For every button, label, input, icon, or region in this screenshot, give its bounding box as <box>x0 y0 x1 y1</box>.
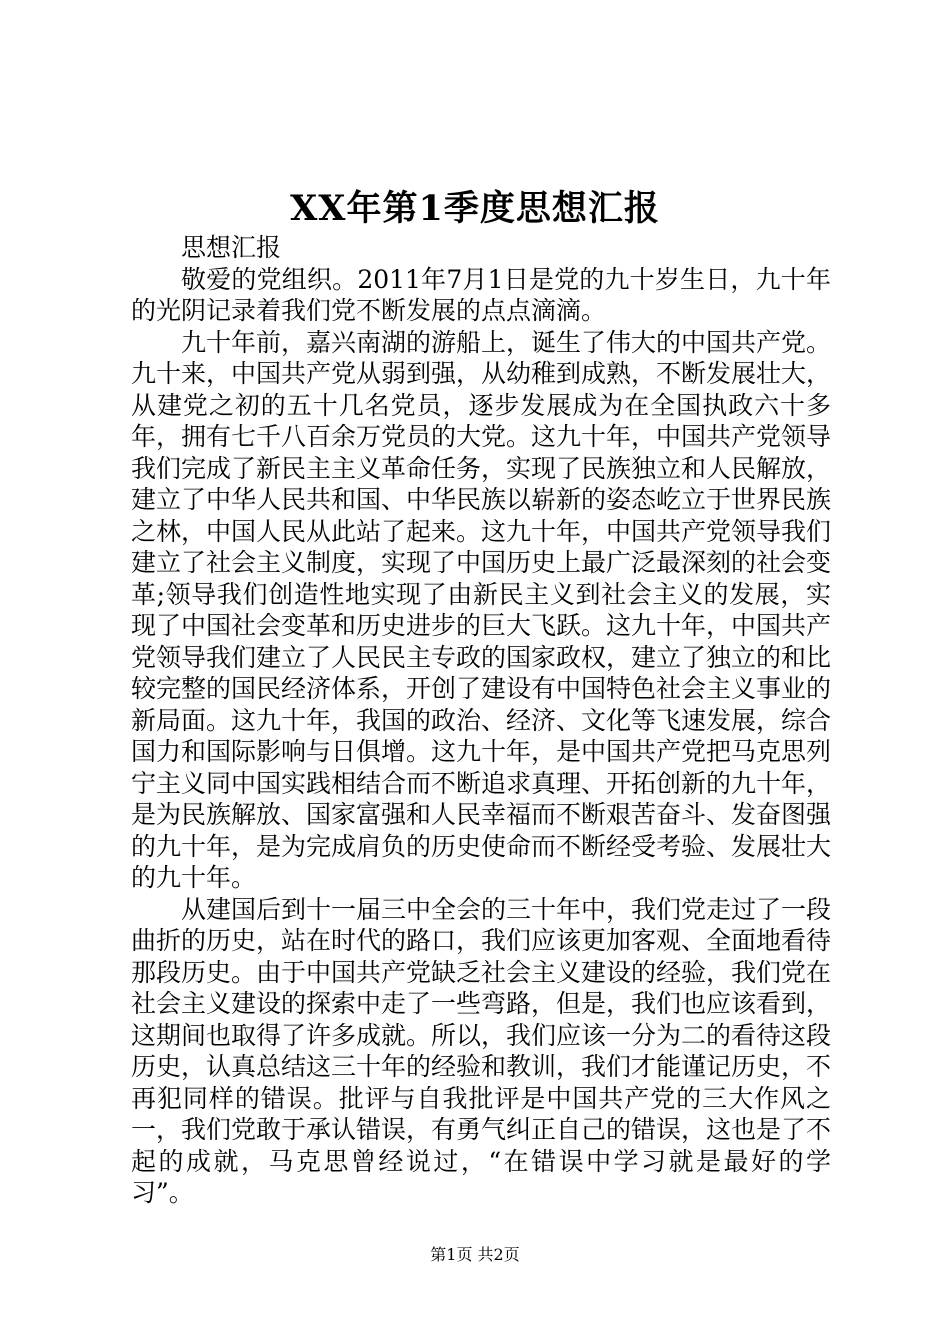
paragraph: 从建国后到十一届三中全会的三十年中，我们党走过了一段曲折的历史，站在时代的路口，我们应该更加客观、全面地看待那段历史。由于中国共产党缺乏社会主义建设的经验，我们党在社会主义建设的探索中走了一些弯路，但是，我们也应该看到，这期间也取得了许多成就。所以，我们应该一分为二的看待这段历史，认真总结这三十年的经验和教训，我们才能谨记历史，不再犯同样的错误。批评与自我批评是中国共产党的三大作风之一，我们党敢于承认错误，有勇气纠正自己的错误，这也是了不起的成就，马克思曾经说过，“在错误中学习就是最好的学习”。 <box>131 894 832 1207</box>
paragraph: 敬爱的党组织。2011年7月1日是党的九十岁生日，九十年的光阴记录着我们党不断发展的点点滴滴。 <box>131 264 831 325</box>
page-footer: 第1页 共2页 <box>430 1245 520 1264</box>
paragraph-heading: 思想汇报 <box>181 233 282 262</box>
document-title: XX年第1季度思想汇报 <box>290 188 660 229</box>
document-body <box>131 232 831 1209</box>
paragraph: 九十年前，嘉兴南湖的游船上，诞生了伟大的中国共产党。九十来，中国共产党从弱到强，从幼稚到成熟，不断发展壮大，从建党之初的五十几名党员，逐步发展成为在全国执政六十多年，拥有七千八百余万党员的大党。这九十年，中国共产党领导我们完成了新民主主义革命任务，实现了民族独立和人民解放，建立了中华人民共和国、中华民族以崭新的姿态屹立于世界民族之林，中国人民从此站了起来。这九十年，中国共产党领导我们建立了社会主义制度，实现了中国历史上最广泛最深刻的社会变革;领导我们创造性地实现了由新民主义到社会主义的发展，实现了中国社会变革和历史进步的巨大飞跃。这九十年，中国共产党领导我们建立了人民民主专政的国家政权，建立了独立的和比较完整的国民经济体系，开创了建设有中国特色社会主义事业的新局面。这九十年，我国的政治、经济、文化等飞速发展，综合国力和国际影响与日俱增。这九十年，是中国共产党把马克思列宁主义同中国实践相结合而不断追求真理、开拓创新的九十年，是为民族解放、国家富强和人民幸福而不断艰苦奋斗、发奋图强的九十年，是为完成肩负的历史使命而不断经受考验、发展壮大的九十年。 <box>131 327 832 892</box>
